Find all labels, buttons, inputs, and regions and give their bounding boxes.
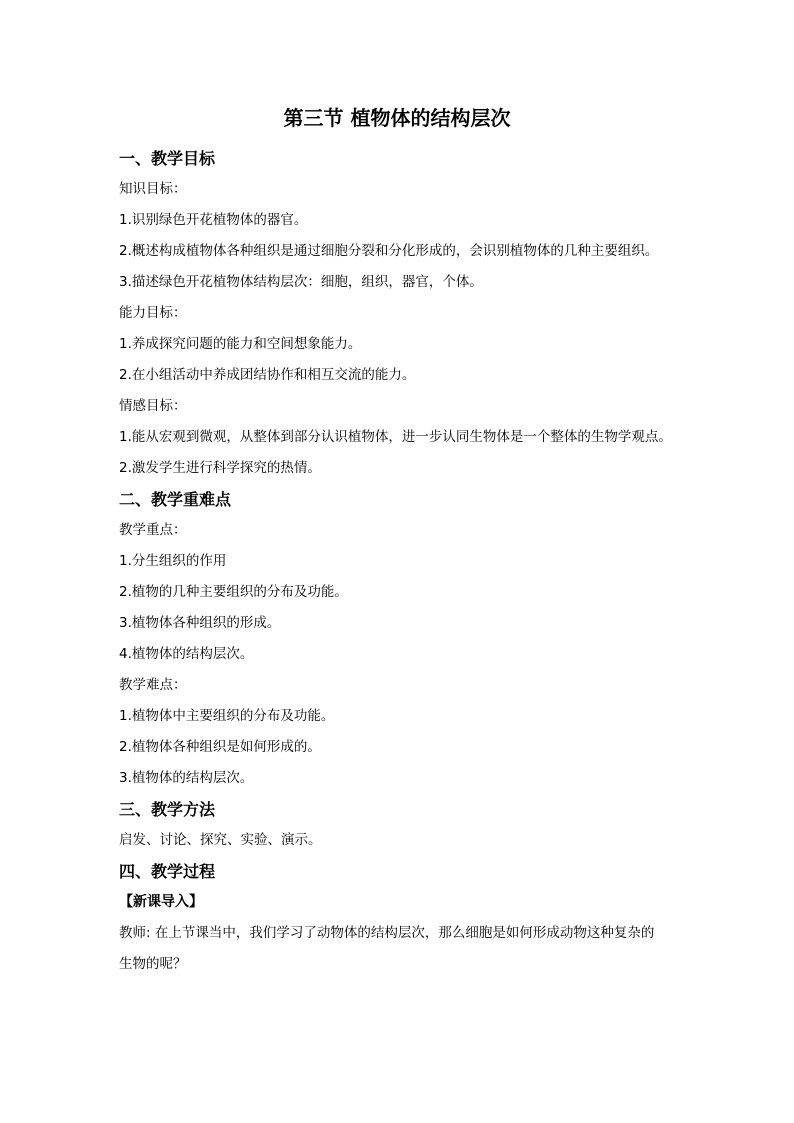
body-text-line: 情感目标： bbox=[119, 398, 187, 414]
body-text-line: 3.描述绿色开花植物体结构层次：细胞，组织，器官，个体。 bbox=[119, 274, 483, 290]
body-text-line: 1.植物体中主要组织的分布及功能。 bbox=[119, 708, 335, 724]
body-text-line: 4.植物体的结构层次。 bbox=[119, 646, 254, 662]
body-text-line: 能力目标： bbox=[119, 305, 187, 321]
section-heading: 一、教学目标 bbox=[119, 149, 216, 168]
body-text-line: 2.概述构成植物体各种组织是通过细胞分裂和分化形成的，会识别植物体的几种主要组织。 bbox=[119, 243, 659, 259]
body-text-line: 2.植物的几种主要组织的分布及功能。 bbox=[119, 584, 348, 600]
section-heading: 二、教学重难点 bbox=[119, 490, 232, 509]
subsection-label: 【新课导入】 bbox=[119, 894, 203, 910]
body-text-line: 3.植物体各种组织的形成。 bbox=[119, 615, 281, 631]
document-title: 第三节 植物体的结构层次 bbox=[283, 106, 511, 130]
document-body bbox=[119, 143, 689, 980]
body-text-line: 1.分生组织的作用 bbox=[119, 553, 227, 569]
body-text-line: 教学难点： bbox=[119, 677, 187, 693]
section-heading: 三、教学方法 bbox=[119, 800, 216, 819]
body-text-line: 2.在小组活动中养成团结协作和相互交流的能力。 bbox=[119, 367, 416, 383]
body-text-line: 2.植物体各种组织是如何形成的。 bbox=[119, 739, 321, 755]
body-text-line: 3.植物体的结构层次。 bbox=[119, 770, 254, 786]
section-heading: 四、教学过程 bbox=[119, 862, 216, 881]
body-text-line: 1.能从宏观到微观，从整体到部分认识植物体，进一步认同生物体是一个整体的生物学观点。 bbox=[119, 429, 672, 445]
body-text-line: 知识目标： bbox=[119, 181, 187, 197]
body-text-line: 2.激发学生进行科学探究的热情。 bbox=[119, 460, 321, 476]
body-text-line: 1.养成探究问题的能力和空间想象能力。 bbox=[119, 336, 362, 352]
body-text-line: 教师: 在上节课当中，我们学习了动物体的结构层次，那么细胞是如何形成动物这种复杂的 bbox=[119, 925, 655, 941]
body-text-line: 生物的呢？ bbox=[119, 956, 187, 972]
body-text-line: 1.识别绿色开花植物体的器官。 bbox=[119, 212, 308, 228]
body-text-line: 启发、讨论、探究、实验、演示。 bbox=[119, 832, 322, 848]
body-text-line: 教学重点： bbox=[119, 522, 187, 538]
